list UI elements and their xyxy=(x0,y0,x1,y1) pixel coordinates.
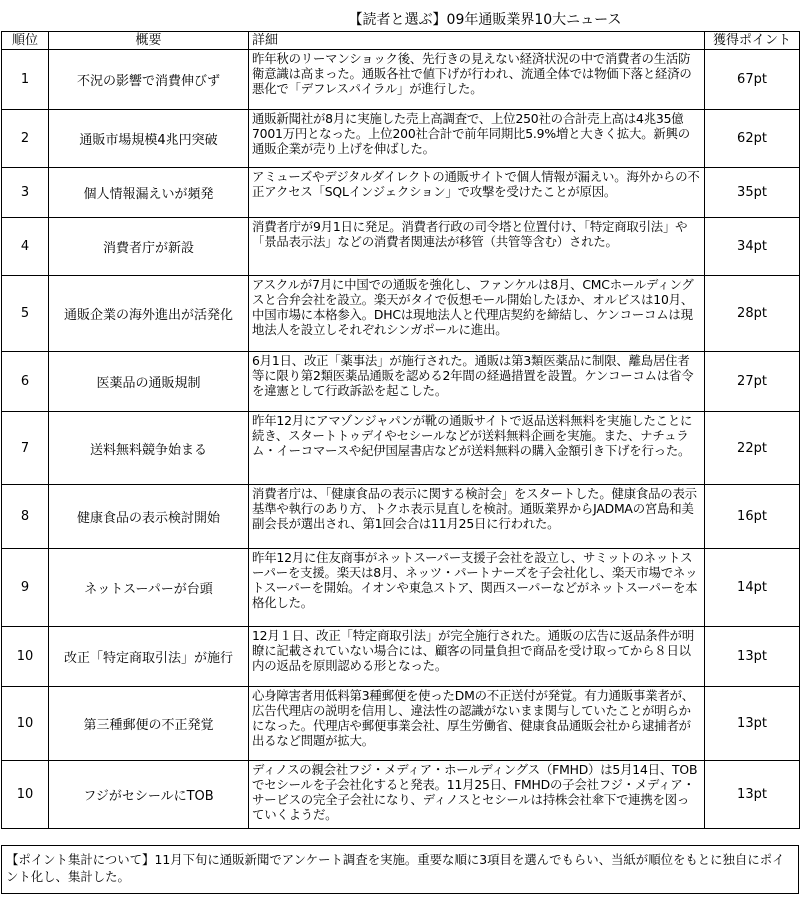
rank-cell: 9 xyxy=(2,549,49,627)
summary-cell: 送料無料競争始まる xyxy=(49,412,249,485)
summary-cell: 個人情報漏えいが頻発 xyxy=(49,168,249,218)
points-cell: 22pt xyxy=(705,412,800,485)
points-cell: 14pt xyxy=(705,549,800,627)
points-cell: 13pt xyxy=(705,761,800,829)
points-cell: 13pt xyxy=(705,627,800,687)
summary-cell: 医薬品の通販規制 xyxy=(49,352,249,412)
detail-cell: 12月１日、改正「特定商取引法」が完全施行された。通販の広告に返品条件が明瞭に記載されていない場合には、顧客の同量負担で商品を受け取ってから８日以内の返品を原則認める形となった。 xyxy=(249,627,705,687)
table-row xyxy=(2,352,800,412)
detail-cell: 昨年12月に住友商事がネットスーパー支援子会社を設立し、サミットのネットスーパーを支援。楽天は8月、ネッツ・パートナーズを子会社化し、楽天市場でネットスーパーを開始。イオンや東急ストア、関西スーパーなどがネットスーパーを本格化した。 xyxy=(249,549,705,627)
summary-cell: 健康食品の表示検討開始 xyxy=(49,485,249,549)
points-cell: 35pt xyxy=(705,168,800,218)
table-row xyxy=(2,276,800,352)
summary-cell: 通販企業の海外進出が活発化 xyxy=(49,276,249,352)
detail-cell: ディノスの親会社フジ・メディア・ホールディングス（FMHD）は5月14日、TOBでセシールを子会社化すると発表。11月25日、FMHDの子会社フジ・メディア・サービスの完全子会社になり、ディノスとセシールは持株会社傘下で連携を図っていくようだ。 xyxy=(249,761,705,829)
points-cell: 62pt xyxy=(705,110,800,168)
news-table xyxy=(1,31,800,829)
points-cell: 28pt xyxy=(705,276,800,352)
points-header: 獲得ポイント xyxy=(705,32,800,50)
rank-cell: 2 xyxy=(2,110,49,168)
detail-cell: 通販新聞社が8月に実施した売上高調査で、上位250社の合計売上高は4兆35億7001万円となった。上位200社合計で前年同期比5.9%増と大きく拡大。新興の通販企業が売り上げを伸ばした。 xyxy=(249,110,705,168)
rank-cell: 8 xyxy=(2,485,49,549)
detail-cell: 消費者庁は、「健康食品の表示に関する検討会」をスタートした。健康食品の表示基準や執行のあり方、トクホ表示見直しを検討。通販業界からJADMAの宮島和美副会長が選出され、第1回会合は11月25日に行われた。 xyxy=(249,485,705,549)
points-note: 【ポイント集計について】11月下旬に通販新聞でアンケート調査を実施。重要な順に3項目を選んでもらい、当紙が順位をもとに独自にポイント化し、集計した。 xyxy=(1,845,799,894)
rank-cell: 1 xyxy=(2,50,49,110)
points-cell: 34pt xyxy=(705,218,800,276)
table-row xyxy=(2,412,800,485)
points-cell: 13pt xyxy=(705,687,800,761)
summary-cell: 通販市場規模4兆円突破 xyxy=(49,110,249,168)
rank-cell: 3 xyxy=(2,168,49,218)
detail-cell: 昨年秋のリーマンショック後、先行きの見えない経済状況の中で消費者の生活防衛意識は高まった。通販各社で値下げが行われ、流通全体では物価下落と経済の悪化で「デフレスパイラル」が進行した。 xyxy=(249,50,705,110)
detail-cell: アスクルが7月に中国での通販を強化し、ファンケルは8月、CMCホールディングスと合弁会社を設立。楽天がタイで仮想モール開始したほか、オルビスは10月、中国市場に本格参入。DHCは現地法人と代理店契約を締結し、ケンコーコムは現地法人を設立しそれぞれシンガポールに進出。 xyxy=(249,276,705,352)
summary-cell: フジがセシールにTOB xyxy=(49,761,249,829)
summary-cell: 改正「特定商取引法」が施行 xyxy=(49,627,249,687)
rank-cell: 5 xyxy=(2,276,49,352)
rank-cell: 4 xyxy=(2,218,49,276)
summary-cell: 不況の影響で消費伸びず xyxy=(49,50,249,110)
detail-cell: 6月1日、改正「薬事法」が施行された。通販は第3類医薬品に制限、離島居住者等に限り第2類医薬品通販を認める2年間の経過措置を設置。ケンコーコムは省令を違憲として行政訴訟を起こした。 xyxy=(249,352,705,412)
rank-cell: 10 xyxy=(2,627,49,687)
table-row xyxy=(2,168,800,218)
points-cell: 16pt xyxy=(705,485,800,549)
summary-cell: ネットスーパーが台頭 xyxy=(49,549,249,627)
rank-cell: 10 xyxy=(2,761,49,829)
header-row xyxy=(2,32,800,50)
detail-header: 詳細 xyxy=(249,32,705,50)
table-row xyxy=(2,110,800,168)
detail-cell: 昨年12月にアマゾンジャパンが靴の通販サイトで返品送料無料を実施したことに続き、スタートトゥデイやセシールなどが送料無料企画を実施。また、ナチュラム・イーコマースや紀伊国屋書店などが送料無料の購入金額引き下げを行った。 xyxy=(249,412,705,485)
detail-cell: 心身障害者用低料第3種郵便を使ったDMの不正送付が発覚。有力通販事業者が、広告代理店の説明を信用し、違法性の認識がないまま関与していたことが明らかになった。代理店や郵便事業会社、厚生労働省、健康食品通販会社から逮捕者が出るなど問題が拡大。 xyxy=(249,687,705,761)
table-row xyxy=(2,687,800,761)
summary-cell: 第三種郵便の不正発覚 xyxy=(49,687,249,761)
table-row xyxy=(2,485,800,549)
summary-cell: 消費者庁が新設 xyxy=(49,218,249,276)
rank-cell: 6 xyxy=(2,352,49,412)
table-row xyxy=(2,761,800,829)
points-cell: 67pt xyxy=(705,50,800,110)
rank-header: 順位 xyxy=(2,32,49,50)
detail-cell: 消費者庁が9月1日に発足。消費者行政の司令塔と位置付け、「特定商取引法」や「景品表示法」などの消費者関連法が移管（共管等含む）された。 xyxy=(249,218,705,276)
page-title: 【読者と選ぶ】09年通販業界10大ニュース xyxy=(348,12,622,28)
table-row xyxy=(2,549,800,627)
points-cell: 27pt xyxy=(705,352,800,412)
table-row xyxy=(2,218,800,276)
rank-cell: 7 xyxy=(2,412,49,485)
table-row xyxy=(2,627,800,687)
table-row xyxy=(2,50,800,110)
detail-cell: アミューズやデジタルダイレクトの通販サイトで個人情報が漏えい。海外からの不正アクセス「SQLインジェクション」で攻撃を受けたことが原因。 xyxy=(249,168,705,218)
rank-cell: 10 xyxy=(2,687,49,761)
summary-header: 概要 xyxy=(49,32,249,50)
